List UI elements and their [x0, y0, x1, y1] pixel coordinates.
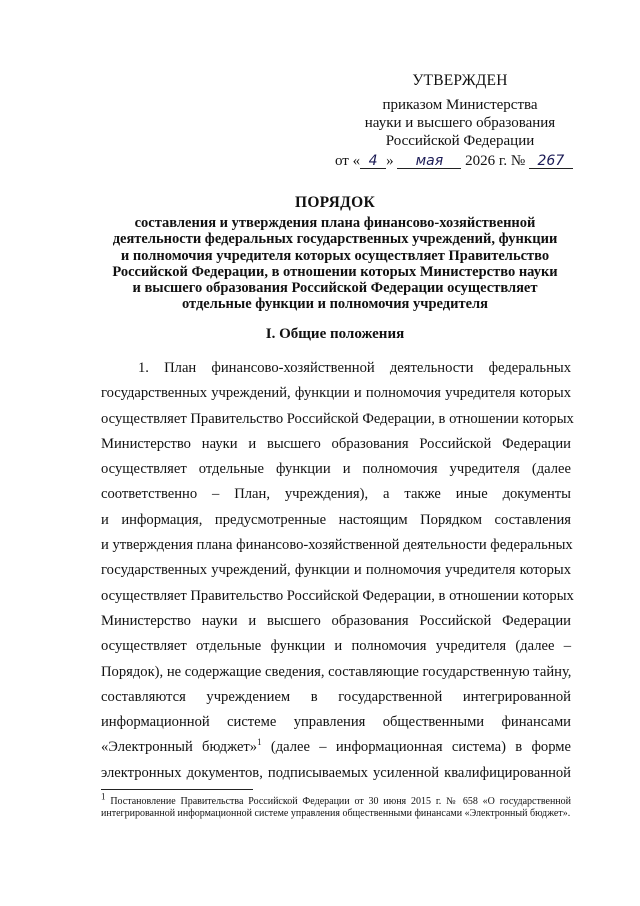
title-line: составления и утверждения плана финансово-хозяйственной: [134, 215, 536, 232]
footnote-text: Постановление Правительства Российской Федерации от 30 июня 2015 г. № 658 «О государственной интегрированной информационной системе управления общественными финансами «Электронный бюджет».: [101, 796, 571, 819]
approval-stamp: УТВЕРЖДЕН: [412, 72, 508, 89]
title-line: деятельности федеральных государственных учреждений, функции: [112, 231, 558, 248]
approval-date-line: [335, 152, 573, 170]
year-text: 2026 г. №: [465, 153, 526, 169]
section-title: I. Общие положения: [265, 326, 405, 342]
month-handwritten: мая: [397, 154, 461, 169]
order-number-handwritten: 267: [529, 154, 573, 169]
body-line: Министерство науки и высшего образования Российской Федерации: [101, 435, 571, 452]
footnote: [101, 791, 571, 820]
body-line: и утверждения плана финансово-хозяйственной деятельности федеральных: [101, 537, 573, 554]
body-line: осуществляет Правительство Российской Федерации, в отношении которых: [101, 587, 574, 604]
body-line: электронных документов, подписываемых усиленной квалифицированной: [101, 764, 571, 781]
body-line: осуществляет отдельные функции и полномочия учредителя (далее –: [101, 638, 571, 655]
footnote-divider: [101, 789, 253, 790]
day-handwritten: 4: [360, 154, 386, 169]
body-line: 1. План финансово-хозяйственной деятельности федеральных: [138, 360, 571, 376]
title-line: и полномочия учредителя которых осуществляет Правительство: [120, 247, 550, 264]
footnote-anchor-text: «Электронный бюджет»: [101, 739, 258, 756]
title-heading: ПОРЯДОК: [294, 194, 376, 211]
body-line-with-footnote: [101, 735, 571, 760]
body-line: и информация, предусмотренные настоящим Порядком составления: [101, 511, 571, 528]
approval-line: Российской Федерации: [385, 133, 535, 149]
body-line: Порядок), не содержащие сведения, составляющие государственную тайну,: [101, 663, 572, 680]
footnote-mark: 1: [101, 791, 106, 802]
body-line: Министерство науки и высшего образования Российской Федерации: [101, 612, 571, 629]
body-line: государственных учреждений, функции и полномочия учредителя которых: [101, 562, 571, 579]
approval-line: приказом Министерства: [382, 97, 538, 113]
body-line: соответственно – План, учреждения), а также иные документы: [101, 486, 571, 503]
title-line: отдельные функции и полномочия учредителя: [181, 296, 488, 313]
body-line: составляются учреждением в государственной интегрированной: [101, 688, 571, 705]
footnote-ref[interactable]: 1: [257, 737, 262, 748]
paragraph-1: [101, 356, 574, 786]
document-title: [90, 195, 580, 312]
approval-line: науки и высшего образования: [364, 115, 556, 131]
body-text-after-ref: (далее – информационная система) в форме: [261, 739, 571, 756]
body-line: осуществляет Правительство Российской Федерации, в отношении которых: [101, 410, 574, 427]
approval-block: [330, 72, 590, 169]
date-prefix: от «: [335, 153, 361, 169]
body-line: государственных учреждений, функции и полномочия учредителя которых: [101, 385, 571, 402]
body-line: информационной системе управления общественными финансами: [101, 714, 571, 731]
title-line: Российской Федерации, в отношении которых Министерство науки: [112, 263, 558, 280]
body-line: осуществляет отдельные функции и полномочия учредителя (далее: [101, 461, 571, 478]
date-mid: »: [386, 153, 394, 169]
title-line: и высшего образования Российской Федерации осуществляет: [132, 280, 538, 297]
